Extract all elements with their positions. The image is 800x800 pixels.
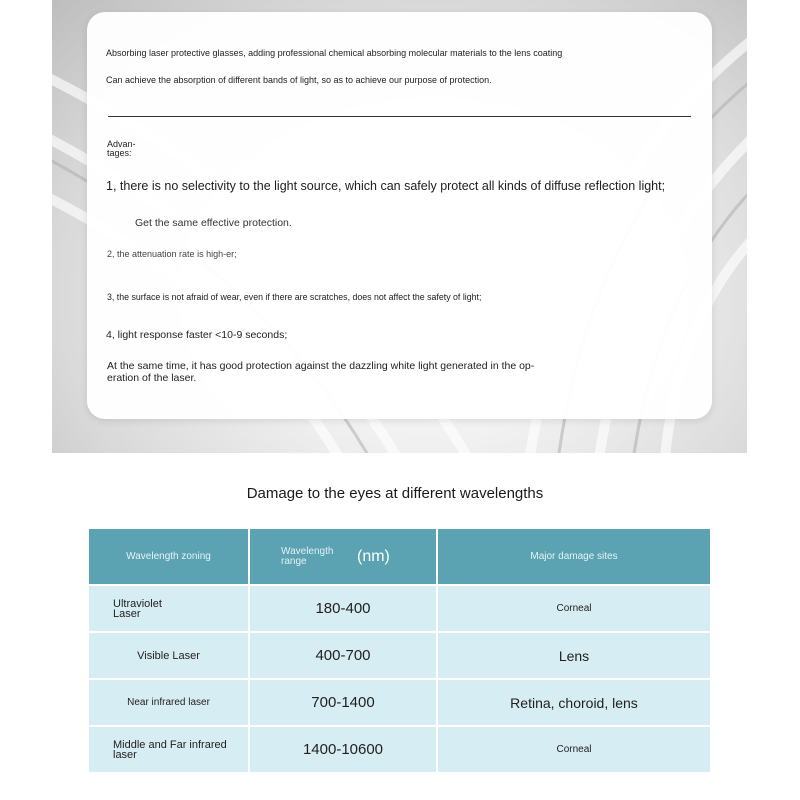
intro-line-1: Absorbing laser protective glasses, adding professional chemical absorbing molecular materials to the lens coating xyxy=(106,48,563,58)
wavelength-damage-table xyxy=(89,529,710,774)
table-row xyxy=(89,586,710,633)
table-row xyxy=(89,680,710,727)
info-card xyxy=(87,12,712,419)
advantage-point-5: At the same time, it has good protection against the dazzling white light generated in the op-eration of the laser. xyxy=(107,360,535,384)
advantage-point-4: 4, light response faster <10-9 seconds; xyxy=(106,329,288,341)
header-range-unit: (nm) xyxy=(357,547,390,565)
row-sites: Retina, choroid, lens xyxy=(438,680,710,727)
advantage-point-3: 3, the surface is not afraid of wear, even if there are scratches, does not affect the safety of light; xyxy=(107,292,482,302)
row-zoning: Visible Laser xyxy=(89,633,250,680)
row-range: 400-700 xyxy=(250,633,438,680)
row-zoning xyxy=(89,586,250,633)
row-zoning: Near infrared laser xyxy=(89,680,250,727)
advantage-point-1: 1, there is no selectivity to the light source, which can safely protect all kinds of diffuse reflection light; xyxy=(106,179,666,193)
header-damage-sites: Major damage sites xyxy=(438,529,710,586)
row-sites: Corneal xyxy=(438,727,710,774)
row-zoning xyxy=(89,727,250,774)
table-row xyxy=(89,633,710,680)
row-sites: Corneal xyxy=(438,586,710,633)
intro-line-2: Can achieve the absorption of different bands of light, so as to achieve our purpose of protection. xyxy=(106,75,492,85)
zoning-label: Ultraviolet Laser xyxy=(113,597,162,620)
header-range-label: Wavelength range xyxy=(281,545,334,567)
row-range: 700-1400 xyxy=(250,680,438,727)
zoning-label: Middle and Far infrared laser xyxy=(113,738,227,761)
advantage-point-1-continued: Get the same effective protection. xyxy=(135,217,292,229)
header-wavelength-range xyxy=(250,529,438,586)
table-header-row xyxy=(89,529,710,586)
divider xyxy=(108,116,691,117)
header-wavelength-zoning: Wavelength zoning xyxy=(89,529,250,586)
row-sites: Lens xyxy=(438,633,710,680)
table-title: Damage to the eyes at different wavelengths xyxy=(246,485,544,502)
table-row xyxy=(89,727,710,774)
row-range: 1400-10600 xyxy=(250,727,438,774)
advantage-point-2: 2, the attenuation rate is high-er; xyxy=(107,249,237,259)
row-range: 180-400 xyxy=(250,586,438,633)
advantages-heading: Advan-tages: xyxy=(107,139,136,158)
